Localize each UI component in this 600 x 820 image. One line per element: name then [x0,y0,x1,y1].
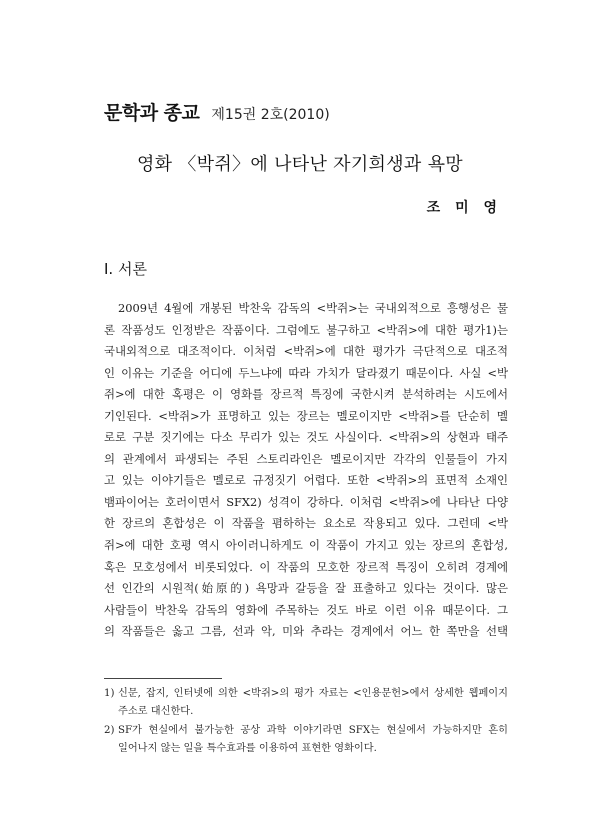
body-line: 쥐>에 대한 호평 역시 아이러니하게도 이 작품이 가지고 있는 장르의 혼합성, [104,538,508,553]
body-line: 사람들이 박찬욱 감독의 영화에 주목하는 것도 바로 이런 이유 때문이다. 그 [104,602,508,617]
body-line: 기인된다. <박쥐>가 표명하고 있는 장르는 멜로이지만 <박쥐>를 단순히 멜 [104,408,508,423]
footnote-line: SF가 현실에서 불가능한 공상 과학 이야기라면 SFX는 현실에서 가능하지만 흔히 [118,725,508,736]
body-paragraph [104,298,508,643]
journal-logo: 문학과 종교 [104,102,200,124]
body-line: 의 작품들은 옳고 그름, 선과 악, 미와 추라는 경계에서 어느 한 쪽만을 선택 [104,624,508,639]
body-line: 인 이유는 기준을 어디에 두느냐에 따라 가치가 달라졌기 때문이다. 사실 <박 [104,365,508,380]
body-line: 쥐>에 대한 혹평은 이 영화를 장르적 특징에 국한시켜 분석하려는 시도에서 [104,387,508,402]
section-heading: Ⅰ. 서론 [104,260,147,278]
body-line: 로로 구분 짓기에는 다소 무리가 있는 것도 사실이다. <박쥐>의 상현과 태주 [104,430,508,445]
body-line: 2009년 4월에 개봉된 박찬욱 감독의 <박쥐>는 국내외적으로 흥행성은 물 [118,301,508,315]
footnote-line: 신문, 잡지, 인터넷에 의한 <박쥐>의 평가 자료는 <인용문헌>에서 상세한 웹페이지 [118,688,508,699]
footnote [104,685,508,720]
body-line: 고 있는 이야기들은 멜로로 규정짓기 어렵다. 또한 <박쥐>의 표면적 소재인 [104,473,508,488]
body-line: 론 작품성도 인정받은 작품이다. 그럼에도 불구하고 <박쥐>에 대한 평가1)는 [104,322,508,337]
body-line: 한 장르의 혼합성은 이 작품을 폄하하는 요소로 작용되고 있다. 그런데 <박 [104,516,508,531]
journal-header [104,98,330,125]
body-line: 혹은 모호성에서 비롯되었다. 이 작품의 모호한 장르적 특징이 오히려 경계에 [104,559,508,574]
footnote [104,722,508,757]
footnote-divider [104,678,222,679]
footnote-number: 1) [104,688,115,699]
footnote-number: 2) [104,725,115,736]
footnotes [104,685,508,759]
journal-issue: 제15권 2호(2010) [211,107,330,123]
body-line: 선 인간의 시원적(始原的) 욕망과 갈등을 잘 표출하고 있다는 것이다. 많은 [104,581,508,596]
body-line: 국내외적으로 대조적이다. 이처럼 <박쥐>에 대한 평가가 극단적으로 대조적 [104,344,508,359]
footnote-line: 주소로 대신한다. [118,705,194,717]
body-line: 뱀파이어는 호러이면서 SFX2) 성격이 강하다. 이처럼 <박쥐>에 나타난 다양 [104,494,508,509]
paper-title: 영화 〈박쥐〉에 나타난 자기희생과 욕망 [136,154,463,175]
footnote-line: 일어나지 않는 일을 특수효과를 이용하여 표현한 영화이다. [118,742,377,754]
body-line: 의 관계에서 파생되는 주된 스토리라인은 멜로이지만 각각의 인물들이 가지 [104,451,508,466]
author-name: 조 미 영 [426,200,502,216]
